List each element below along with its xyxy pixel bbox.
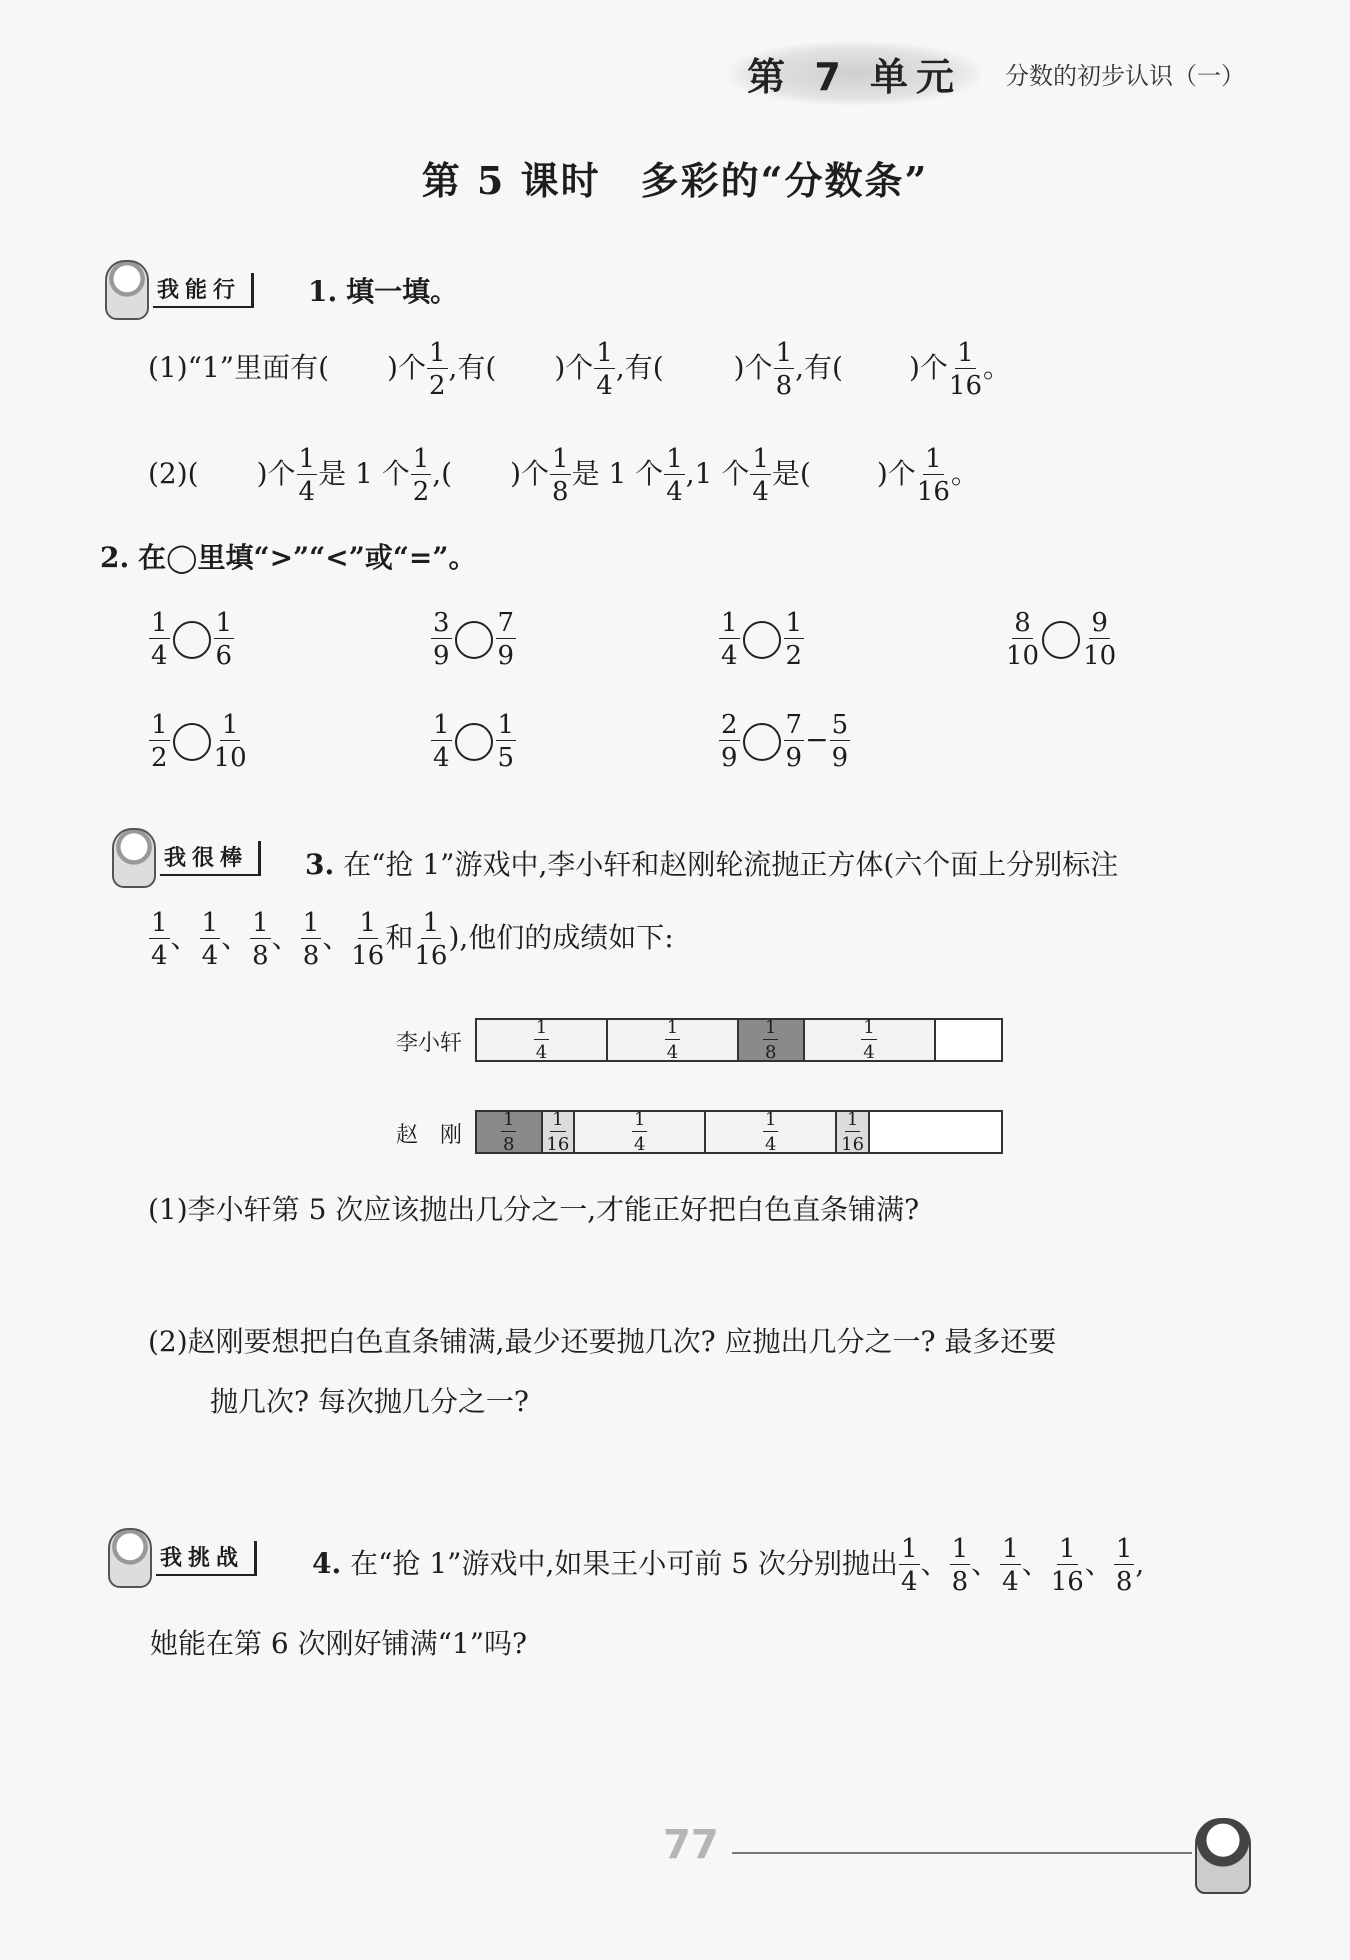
q3-sub-1: (1)李小轩第 5 次应该抛出几分之一,才能正好把白色直条铺满? — [148, 1193, 920, 1226]
dice-faces-line — [148, 910, 674, 969]
denominator: 8 — [951, 1567, 969, 1597]
minus-sign: − — [805, 723, 829, 756]
fraction — [950, 1536, 971, 1595]
numerator: 1 — [901, 1534, 918, 1564]
bar-segment — [739, 1016, 805, 1063]
fraction — [1114, 1536, 1135, 1595]
fraction — [496, 610, 517, 669]
numerator: 1 — [765, 1108, 777, 1130]
fraction — [763, 1108, 778, 1155]
separator: 、 — [1021, 1547, 1050, 1580]
fraction: $\frac{1}{8}$ — [552, 444, 569, 507]
question-1-heading — [308, 272, 458, 312]
separator: 、 — [322, 921, 351, 954]
numerator: 3 — [433, 608, 450, 638]
question-3-text — [305, 845, 1118, 885]
numerator: 9 — [1091, 608, 1108, 638]
footer-rule — [732, 1852, 1192, 1854]
q1-part-1: (1)“1”里面有( )个 $\frac{1}{2}$ ,有( )个 $\frac{1}{4}$ ,有( )个 $\frac{1}{8}$ ,有( )个 $\frac{1}{16}$ 。 — [148, 338, 1012, 401]
numerator: 1 — [785, 608, 803, 638]
denominator: 2 — [151, 743, 168, 773]
fraction: $\frac{1}{16}$ — [948, 338, 982, 401]
answer-circle[interactable] — [173, 621, 211, 659]
player-name: 李小轩 — [396, 1031, 463, 1056]
denominator: 5 — [497, 743, 515, 773]
fraction — [784, 712, 805, 771]
denominator: 9 — [497, 641, 515, 671]
denominator: 10 — [1006, 641, 1040, 671]
denominator: 4 — [901, 1567, 918, 1597]
fraction — [632, 1108, 647, 1155]
bar-empty-remainder — [936, 1020, 1002, 1060]
question-number: 1. — [308, 275, 338, 308]
fraction — [149, 610, 170, 669]
bar-segment — [608, 1016, 739, 1063]
fraction: $\frac{1}{4}$ — [298, 444, 316, 507]
answer-circle[interactable] — [743, 723, 781, 761]
conjunction: 和 — [385, 921, 414, 954]
comparison-item — [430, 610, 517, 669]
question-4-text — [312, 1536, 1144, 1595]
fraction — [501, 1108, 516, 1155]
denominator: 4 — [634, 1133, 646, 1155]
comparison-item — [148, 712, 248, 771]
numerator: 1 — [634, 1108, 646, 1130]
numerator: 1 — [1002, 1534, 1019, 1564]
fraction — [841, 1108, 865, 1155]
fraction — [496, 712, 517, 771]
denominator: 16 — [841, 1133, 865, 1155]
denominator: 16 — [546, 1133, 570, 1155]
denominator: 6 — [215, 641, 233, 671]
separator: 、 — [221, 921, 250, 954]
fraction — [214, 712, 247, 771]
question-number: 4. — [312, 1547, 342, 1580]
bar-segment — [543, 1108, 576, 1155]
fraction — [534, 1016, 549, 1063]
fraction — [431, 712, 452, 771]
page-number: 77 — [663, 1822, 719, 1868]
unit-subtitle: 分数的初步认识（一） — [1005, 62, 1245, 90]
numerator: 1 — [359, 908, 377, 938]
denominator: 4 — [433, 743, 450, 773]
bar-segment — [477, 1016, 608, 1063]
answer-circle[interactable] — [455, 621, 493, 659]
numerator: 1 — [1115, 1534, 1133, 1564]
answer-circle[interactable] — [1042, 621, 1080, 659]
numerator: 1 — [721, 608, 738, 638]
badge-label: 我能行 — [153, 273, 254, 308]
denominator: 10 — [213, 743, 247, 773]
badge-label: 我很棒 — [160, 841, 261, 876]
fraction — [214, 610, 235, 669]
denominator: 9 — [785, 743, 803, 773]
q3-sub-2-line-1: (2)赵刚要想把白色直条铺满,最少还要抛几次? 应抛出几分之一? 最多还要 — [148, 1325, 1057, 1358]
denominator: 4 — [1002, 1567, 1019, 1597]
denominator: 4 — [666, 1041, 679, 1063]
fraction: $\frac{1}{16}$ — [916, 444, 950, 507]
player-name: 赵 刚 — [396, 1123, 463, 1148]
numerator: 1 — [422, 908, 440, 938]
question-number: 2. — [100, 541, 130, 574]
q3-sub-2-line-2: 抛几次? 每次抛几分之一? — [210, 1385, 529, 1418]
fraction: $\frac{1}{2}$ — [412, 444, 430, 507]
fraction — [546, 1108, 570, 1155]
fraction: $\frac{1}{4}$ — [596, 338, 613, 401]
comparison-item — [718, 610, 805, 669]
denominator: 9 — [831, 743, 849, 773]
numerator: 7 — [785, 710, 803, 740]
fraction — [830, 712, 851, 771]
comparison-item — [718, 712, 851, 771]
score-bar — [475, 1110, 1003, 1154]
numerator: 1 — [951, 1534, 969, 1564]
fraction — [665, 1016, 680, 1063]
numerator: 1 — [863, 1016, 875, 1038]
fraction — [1051, 1536, 1084, 1595]
question-number: 3. — [305, 848, 335, 881]
numerator: 1 — [252, 908, 269, 938]
numerator: 1 — [433, 710, 450, 740]
fraction — [431, 610, 452, 669]
numerator: 1 — [552, 1108, 564, 1130]
mascot-icon — [108, 1528, 152, 1588]
denominator: 9 — [433, 641, 450, 671]
question-text: 填一填。 — [346, 275, 459, 308]
denominator: 4 — [535, 1041, 548, 1063]
denominator: 8 — [302, 941, 320, 971]
comparison-item — [430, 712, 517, 771]
denominator: 10 — [1083, 641, 1117, 671]
separator: 、 — [971, 1547, 1000, 1580]
numerator: 1 — [765, 1016, 777, 1038]
numerator: 5 — [831, 710, 849, 740]
fraction — [719, 610, 740, 669]
denominator: 16 — [1050, 1567, 1084, 1597]
badge-label: 我挑战 — [156, 1541, 257, 1576]
fraction: $\frac{1}{4}$ — [666, 444, 683, 507]
question-text: 在◯里填“>”“<”或“=”。 — [138, 541, 477, 574]
denominator: 4 — [721, 641, 738, 671]
badge-challenge — [108, 1528, 257, 1588]
answer-circle[interactable] — [455, 723, 493, 761]
fraction — [1000, 1536, 1021, 1595]
footer-mascot-icon — [1195, 1818, 1251, 1894]
denominator: 8 — [765, 1041, 777, 1063]
score-bar — [475, 1018, 1003, 1062]
q1-part-2: (2)( )个 $\frac{1}{4}$ 是 1 个 $\frac{1}{2}$ ,( )个 $\frac{1}{8}$ 是 1 个 $\frac{1}{4}$ ,1 个 $\frac{1}{4}$ 是( )个 $\frac{1}{16}$ 。 — [148, 444, 979, 507]
denominator: 8 — [503, 1133, 515, 1155]
badge-i-can — [105, 260, 254, 320]
fraction — [200, 910, 221, 969]
numerator: 1 — [666, 1016, 679, 1038]
denominator: 4 — [863, 1041, 875, 1063]
numerator: 1 — [151, 608, 168, 638]
numerator: 1 — [846, 1108, 859, 1130]
fraction — [763, 1016, 778, 1063]
fraction — [301, 910, 322, 969]
denominator: 8 — [1115, 1567, 1133, 1597]
unit-heading: 第 7 单元 — [729, 42, 980, 105]
fraction: $\frac{1}{4}$ — [752, 444, 769, 507]
fraction — [414, 910, 447, 969]
denominator: 9 — [721, 743, 738, 773]
numerator: 7 — [497, 608, 515, 638]
numerator: 1 — [151, 908, 168, 938]
denominator: 4 — [765, 1133, 777, 1155]
numerator: 1 — [503, 1108, 515, 1130]
denominator: 4 — [151, 941, 168, 971]
bar-segment — [575, 1108, 706, 1155]
question-4-line-2: 她能在第 6 次刚好铺满“1”吗? — [150, 1627, 528, 1660]
question-2-heading — [100, 538, 477, 578]
fraction — [149, 910, 170, 969]
denominator: 16 — [351, 941, 385, 971]
comparison-item — [1005, 610, 1117, 669]
fraction — [899, 1536, 920, 1595]
mascot-icon — [105, 260, 149, 320]
fraction — [351, 910, 384, 969]
fraction: $\frac{1}{8}$ — [775, 338, 793, 401]
bar-segment — [837, 1108, 870, 1155]
separator: 、 — [920, 1547, 949, 1580]
fraction: $\frac{1}{2}$ — [428, 338, 446, 401]
denominator: 2 — [785, 641, 803, 671]
answer-circle[interactable] — [743, 621, 781, 659]
faces-tail: ),他们的成绩如下: — [448, 921, 674, 954]
fraction — [1083, 610, 1116, 669]
question-text: 在“抢 1”游戏中,如果王小可前 5 次分别抛出 — [350, 1547, 899, 1580]
denominator: 4 — [151, 641, 168, 671]
denominator: 16 — [414, 941, 448, 971]
answer-circle[interactable] — [173, 723, 211, 761]
numerator: 1 — [1058, 1534, 1076, 1564]
numerator: 8 — [1014, 608, 1031, 638]
lesson-title: 第 5 课时 多彩的“分数条” — [421, 158, 929, 203]
fraction — [1006, 610, 1039, 669]
separator: 、 — [271, 921, 300, 954]
separator: 、 — [170, 921, 199, 954]
badge-great — [112, 828, 261, 888]
numerator: 1 — [215, 608, 233, 638]
numerator: 2 — [721, 710, 738, 740]
denominator: 4 — [201, 941, 219, 971]
numerator: 1 — [221, 710, 239, 740]
question-text: 在“抢 1”游戏中,李小轩和赵刚轮流抛正方体(六个面上分别标注 — [343, 848, 1119, 881]
bar-segment — [706, 1108, 837, 1155]
separator: 、 — [1084, 1547, 1113, 1580]
fraction — [784, 610, 805, 669]
fraction — [250, 910, 271, 969]
bar-segment — [477, 1108, 543, 1155]
numerator: 1 — [535, 1016, 548, 1038]
comparison-item — [148, 610, 235, 669]
mascot-icon — [112, 828, 156, 888]
separator: , — [1135, 1547, 1145, 1580]
fraction — [149, 712, 170, 771]
fraction — [719, 712, 740, 771]
numerator: 1 — [302, 908, 320, 938]
numerator: 1 — [201, 908, 219, 938]
bar-empty-remainder — [870, 1112, 1001, 1152]
bar-segment — [805, 1016, 936, 1063]
fraction — [861, 1016, 876, 1063]
numerator: 1 — [497, 710, 515, 740]
denominator: 8 — [252, 941, 269, 971]
numerator: 1 — [151, 710, 168, 740]
